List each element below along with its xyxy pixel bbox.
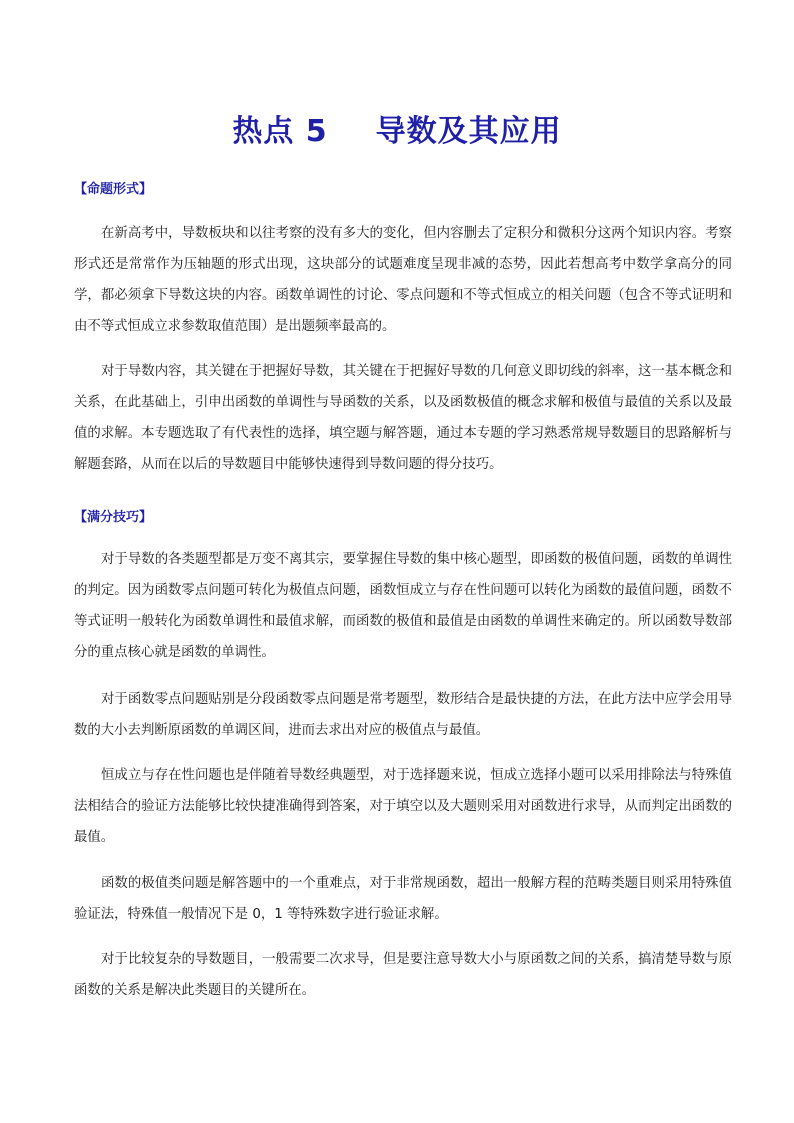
title-number: 热点 5 [232, 114, 328, 149]
page-title [0, 106, 794, 150]
paragraph: 对于导数的各类题型都是万变不离其宗，要掌握住导数的集中核心题型，即函数的极值问题，函数的单调性的判定。因为函数零点问题可转化为极值点问题，函数恒成立与存在性问题可以转化为函数的最值问题，函数不等式证明一般转化为函数单调性和最值求解，而函数的极值和最值是由函数的单调性来确定的。所以函数导数部分的重点核心就是函数的单调性。 [74, 552, 732, 660]
paragraph: 对于导数内容，其关键在于把握好导数，其关键在于把握好导数的几何意义即切线的斜率，这一基本概念和关系，在此基础上，引申出函数的单调性与导函数的关系，以及函数极值的概念求解和极值与最值的关系以及最值的求解。本专题选取了有代表性的选择，填空题与解答题，通过本专题的学习熟悉常规导数题目的思路解析与解题套路，从而在以后的导数题目中能够快速得到导数问题的得分技巧。 [74, 364, 732, 472]
section-heading-tips: 【满分技巧】 [74, 510, 153, 525]
title-topic: 导数及其应用 [375, 114, 562, 149]
paragraph: 在新高考中，导数板块和以往考察的没有多大的变化，但内容删去了定积分和微积分这两个知识内容。考察形式还是常常作为压轴题的形式出现，这块部分的试题难度呈现非减的态势，因此若想高考中数学拿高分的同学，都必须拿下导数这块的内容。函数单调性的讨论、零点问题和不等式恒成立的相关问题（包含不等式证明和由不等式恒成立求参数取值范围）是出题频率最高的。 [74, 226, 732, 334]
paragraph: 对于比较复杂的导数题目，一般需要二次求导，但是要注意导数大小与原函数之间的关系，搞清楚导数与原函数的关系是解决此类题目的关键所在。 [74, 952, 732, 998]
section-heading-format: 【命题形式】 [74, 182, 153, 197]
paragraph: 函数的极值类问题是解答题中的一个重难点，对于非常规函数，超出一般解方程的范畴类题目则采用特殊值验证法，特殊值一般情况下是 0，1 等特殊数字进行验证求解。 [74, 876, 732, 922]
paragraph: 恒成立与存在性问题也是伴随着导数经典题型，对于选择题来说，恒成立选择小题可以采用排除法与特殊值法相结合的验证方法能够比较快捷准确得到答案，对于填空以及大题则采用对函数进行求导，从而判定出函数的最值。 [74, 768, 732, 845]
paragraph: 对于函数零点问题贴别是分段函数零点问题是常考题型，数形结合是最快捷的方法，在此方法中应学会用导数的大小去判断原函数的单调区间，进而去求出对应的极值点与最值。 [74, 692, 732, 738]
